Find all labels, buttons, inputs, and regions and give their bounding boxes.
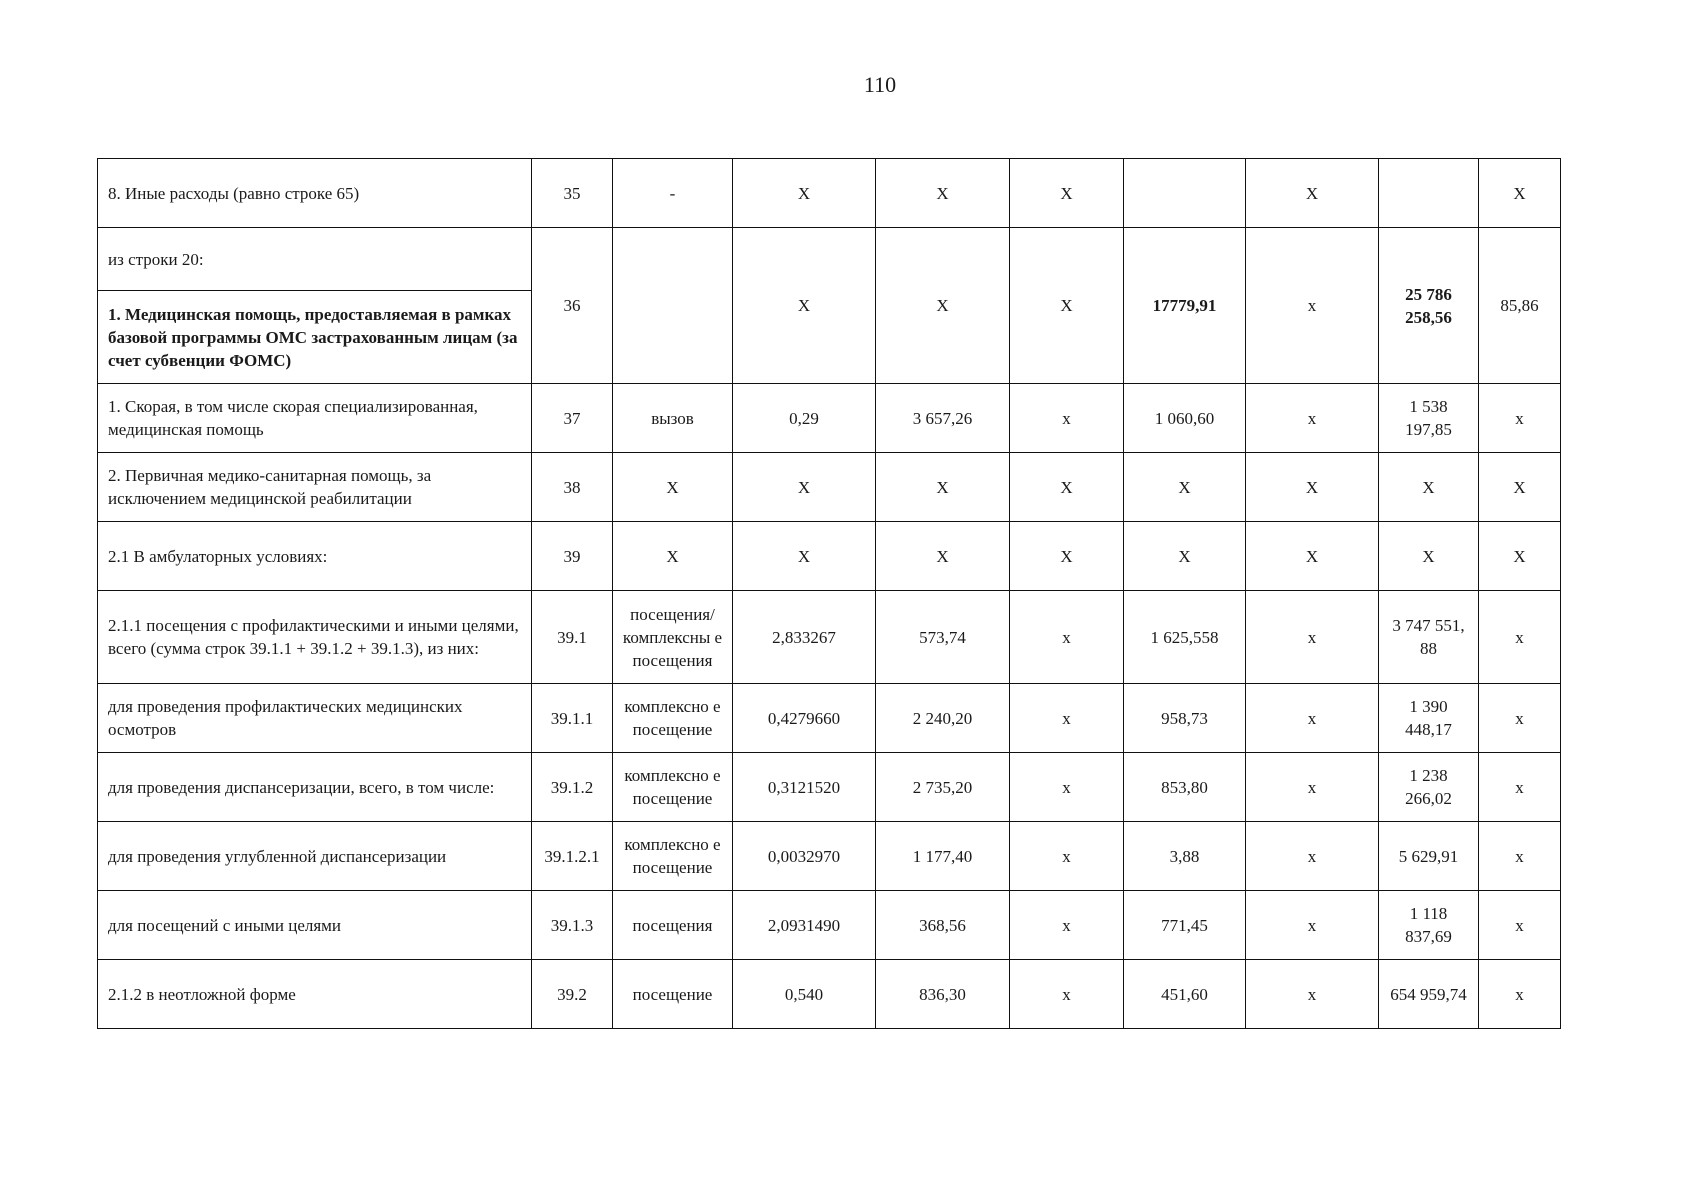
row-unit: посещение xyxy=(613,960,733,1029)
row-cell: X xyxy=(876,453,1010,522)
row-cell: X xyxy=(1246,453,1379,522)
row-code: 39.1.1 xyxy=(532,684,613,753)
row-unit: вызов xyxy=(613,384,733,453)
row-name: для проведения профилактических медицинских осмотров xyxy=(98,684,532,753)
row-cell: 0,0032970 xyxy=(733,822,876,891)
row-cell: 0,3121520 xyxy=(733,753,876,822)
table-row xyxy=(98,522,1561,591)
row-cell: x xyxy=(1010,591,1124,684)
row-code: 39.1 xyxy=(532,591,613,684)
row-unit: посещения/ комплексны е посещения xyxy=(613,591,733,684)
row-cell: X xyxy=(1479,522,1561,591)
row-cell: 3,88 xyxy=(1124,822,1246,891)
row-unit: комплексно е посещение xyxy=(613,822,733,891)
row-code: 38 xyxy=(532,453,613,522)
row-name: 2.1 В амбулаторных условиях: xyxy=(98,522,532,591)
row-cell: x xyxy=(1246,228,1379,384)
row-cell: 2 735,20 xyxy=(876,753,1010,822)
row-prefix: из строки 20: xyxy=(98,228,532,291)
row-name: 2. Первичная медико-санитарная помощь, за исключением медицинской реабилитации xyxy=(98,453,532,522)
row-cell: x xyxy=(1246,960,1379,1029)
row-cell: X xyxy=(1010,159,1124,228)
row-name: 8. Иные расходы (равно строке 65) xyxy=(98,159,532,228)
row-cell: x xyxy=(1479,822,1561,891)
table-row xyxy=(98,891,1561,960)
table-row xyxy=(98,591,1561,684)
row-cell: X xyxy=(1246,522,1379,591)
row-cell: 25 786 258,56 xyxy=(1379,228,1479,384)
row-cell: x xyxy=(1479,960,1561,1029)
row-cell: X xyxy=(1124,522,1246,591)
row-cell: x xyxy=(1246,822,1379,891)
row-code: 39.1.2 xyxy=(532,753,613,822)
row-cell: X xyxy=(1010,522,1124,591)
row-cell: 0,4279660 xyxy=(733,684,876,753)
row-cell: 1 060,60 xyxy=(1124,384,1246,453)
row-cell: X xyxy=(1010,228,1124,384)
row-cell: 1 538 197,85 xyxy=(1379,384,1479,453)
row-cell: x xyxy=(1246,591,1379,684)
row-cell: x xyxy=(1010,822,1124,891)
row-cell: x xyxy=(1010,384,1124,453)
row-cell: 654 959,74 xyxy=(1379,960,1479,1029)
row-cell: 368,56 xyxy=(876,891,1010,960)
row-cell: X xyxy=(733,159,876,228)
row-cell: X xyxy=(1246,159,1379,228)
table-row xyxy=(98,384,1561,453)
row-unit: - xyxy=(613,159,733,228)
row-name: 1. Медицинская помощь, предоставляемая в рамках базовой программы ОМС застрахованным лицам (за счет субвенции ФОМС) xyxy=(98,291,532,384)
row-cell: X xyxy=(876,159,1010,228)
row-cell: 451,60 xyxy=(1124,960,1246,1029)
row-cell: x xyxy=(1479,591,1561,684)
row-cell: 85,86 xyxy=(1479,228,1561,384)
row-unit: X xyxy=(613,453,733,522)
table-row xyxy=(98,453,1561,522)
row-code: 39.2 xyxy=(532,960,613,1029)
row-cell: 1 390 448,17 xyxy=(1379,684,1479,753)
row-code: 35 xyxy=(532,159,613,228)
row-name: для проведения углубленной диспансеризации xyxy=(98,822,532,891)
row-cell: x xyxy=(1010,684,1124,753)
row-unit: посещения xyxy=(613,891,733,960)
row-cell: x xyxy=(1479,753,1561,822)
row-cell: X xyxy=(733,228,876,384)
row-cell: x xyxy=(1010,891,1124,960)
row-cell: X xyxy=(1479,159,1561,228)
row-cell: x xyxy=(1246,753,1379,822)
row-code: 37 xyxy=(532,384,613,453)
row-cell: 1 118 837,69 xyxy=(1379,891,1479,960)
row-name: 2.1.1 посещения с профилактическими и иными целями, всего (сумма строк 39.1.1 + 39.1.2 + 39.1.3), из них: xyxy=(98,591,532,684)
row-cell: X xyxy=(1379,522,1479,591)
row-cell: 771,45 xyxy=(1124,891,1246,960)
row-cell: 2,833267 xyxy=(733,591,876,684)
row-cell: 836,30 xyxy=(876,960,1010,1029)
row-code: 39.1.2.1 xyxy=(532,822,613,891)
row-cell: 5 629,91 xyxy=(1379,822,1479,891)
row-cell: x xyxy=(1246,684,1379,753)
row-name: для проведения диспансеризации, всего, в том числе: xyxy=(98,753,532,822)
row-unit: X xyxy=(613,522,733,591)
row-cell: x xyxy=(1010,753,1124,822)
row-code: 36 xyxy=(532,228,613,384)
row-cell: X xyxy=(876,228,1010,384)
row-cell: 17779,91 xyxy=(1124,228,1246,384)
row-cell: 0,29 xyxy=(733,384,876,453)
row-cell: 2,0931490 xyxy=(733,891,876,960)
row-cell: x xyxy=(1479,891,1561,960)
row-unit xyxy=(613,228,733,384)
table-row xyxy=(98,159,1561,228)
row-cell: x xyxy=(1479,384,1561,453)
data-table xyxy=(97,158,1561,1029)
row-name: 1. Скорая, в том числе скорая специализированная, медицинская помощь xyxy=(98,384,532,453)
row-cell: X xyxy=(1010,453,1124,522)
row-cell xyxy=(1379,159,1479,228)
row-name: 2.1.2 в неотложной форме xyxy=(98,960,532,1029)
row-unit: комплексно е посещение xyxy=(613,684,733,753)
table-row xyxy=(98,753,1561,822)
row-cell: 573,74 xyxy=(876,591,1010,684)
row-cell: 0,540 xyxy=(733,960,876,1029)
row-code: 39 xyxy=(532,522,613,591)
row-cell: 1 625,558 xyxy=(1124,591,1246,684)
row-cell: 853,80 xyxy=(1124,753,1246,822)
row-name: для посещений с иными целями xyxy=(98,891,532,960)
row-cell: 1 177,40 xyxy=(876,822,1010,891)
row-unit: комплексно е посещение xyxy=(613,753,733,822)
table-row xyxy=(98,684,1561,753)
row-cell: 3 657,26 xyxy=(876,384,1010,453)
row-cell: 2 240,20 xyxy=(876,684,1010,753)
row-cell: X xyxy=(876,522,1010,591)
row-cell: X xyxy=(1479,453,1561,522)
row-cell: 958,73 xyxy=(1124,684,1246,753)
row-cell: X xyxy=(1124,453,1246,522)
row-cell: X xyxy=(1379,453,1479,522)
row-cell: X xyxy=(733,522,876,591)
row-cell: x xyxy=(1246,384,1379,453)
table-row xyxy=(98,228,1561,291)
row-cell: x xyxy=(1479,684,1561,753)
row-cell: x xyxy=(1010,960,1124,1029)
table-row xyxy=(98,822,1561,891)
row-cell: x xyxy=(1246,891,1379,960)
table-row xyxy=(98,960,1561,1029)
row-code: 39.1.3 xyxy=(532,891,613,960)
row-cell: 3 747 551, 88 xyxy=(1379,591,1479,684)
row-cell: 1 238 266,02 xyxy=(1379,753,1479,822)
row-cell xyxy=(1124,159,1246,228)
page-number: 110 xyxy=(863,72,897,97)
row-cell: X xyxy=(733,453,876,522)
